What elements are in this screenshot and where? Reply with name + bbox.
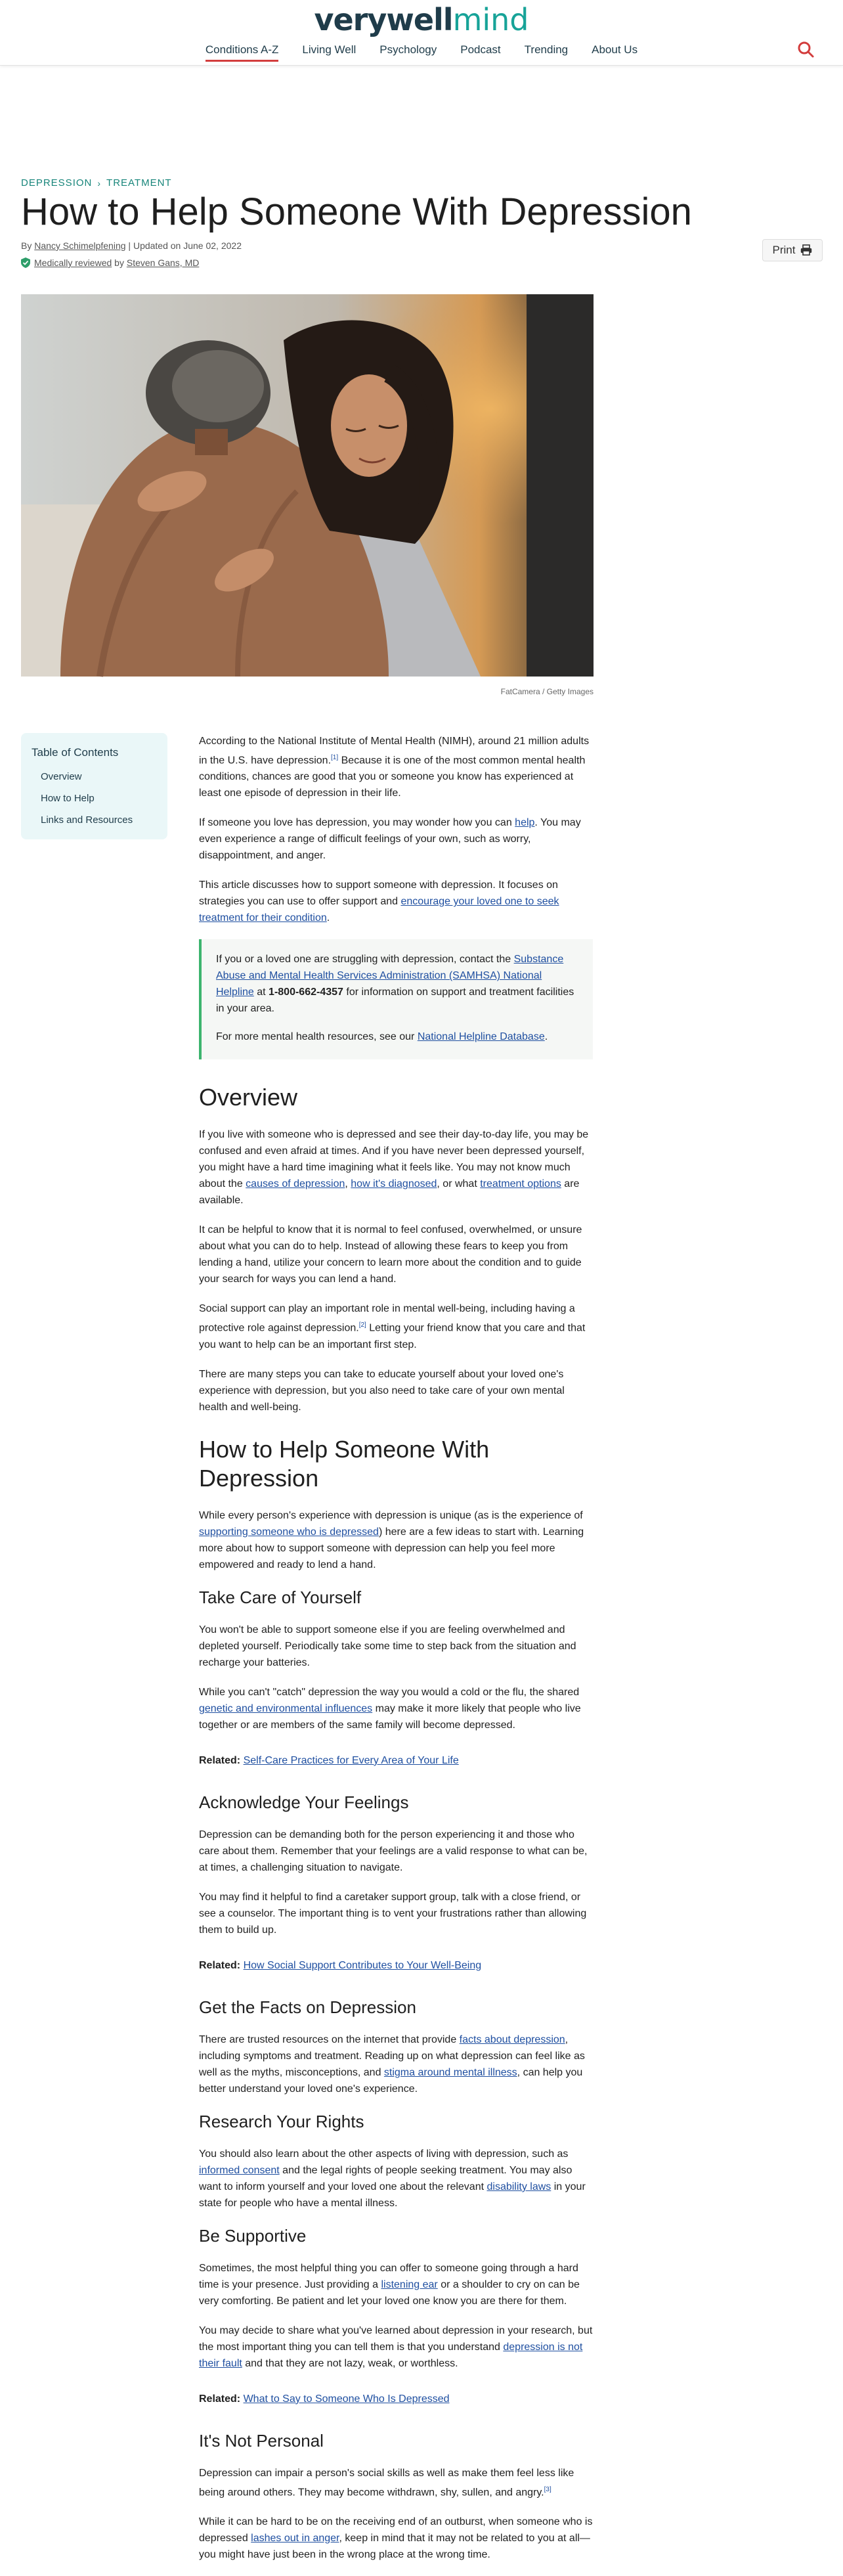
printer-icon <box>800 245 812 255</box>
article-body <box>199 733 593 2576</box>
facts-link[interactable]: facts about depression <box>459 2033 565 2045</box>
care-paragraph-2: While you can't "catch" depression the way you would a cold or the flu, the shared genetic and environmental influences may make it more likely that people who live together or are members of the same family will become depressed. <box>199 1686 581 1731</box>
photo-credit: FatCamera / Getty Images <box>500 687 594 696</box>
heading-rights: Research Your Rights <box>199 2111 364 2131</box>
diagnosed-link[interactable]: how it's diagnosed <box>351 1178 437 1190</box>
helpline-phone: 1-800-662-4357 <box>269 987 343 998</box>
reviewed-by: by <box>114 257 124 268</box>
nav-living-well[interactable]: Living Well <box>302 43 357 56</box>
print-button[interactable] <box>762 239 823 261</box>
facts-paragraph: There are trusted resources on the internet that provide facts about depression, including symptoms and treatment. Reading up on what depression can feel like as well as the myths, misconceptions, and stigma around mental illness, can help you better understand your loved one's experience. <box>199 2033 585 2095</box>
overview-paragraph-4: There are many steps you can take to educate yourself about your loved one's experience with depression, but you also need to take care of your own mental health and well-being. <box>199 1368 565 1413</box>
nav-podcast[interactable]: Podcast <box>460 43 501 56</box>
table-of-contents <box>21 733 167 839</box>
heading-overview: Overview <box>199 1084 298 1111</box>
page-title: How to Help Someone With Depression <box>21 190 692 233</box>
listening-ear-link[interactable]: listening ear <box>381 2278 438 2290</box>
ack-paragraph-1: Depression can be demanding both for the person experiencing it and those who care about them. Remember that your feelings are a valid response to what can be, at times, a challenging situation to navigate. <box>199 1829 588 1873</box>
intro-paragraph-2: If someone you love has depression, you may wonder how you can help. You may even experience a range of difficult feelings of your own, such as worry, disappointment, and anger. <box>199 817 581 862</box>
reviewer-link[interactable]: Steven Gans, MD <box>126 257 200 268</box>
not-their-fault-link[interactable]: depression is not their fault <box>199 2341 583 2369</box>
chevron-right-icon: › <box>97 177 102 189</box>
related-social-support-link[interactable]: How Social Support Contributes to Your Well-Being <box>243 1959 482 1971</box>
heading-supportive: Be Supportive <box>199 2225 307 2246</box>
print-label: Print <box>772 244 796 256</box>
overview-paragraph-2: It can be helpful to know that it is normal to feel confused, overwhelmed, or unsure about what you can do to help. Instead of allowing these fears to keep you from lending a hand, utilize your concern to learn more about the condition and to guide your search for ways you can lend a hand. <box>199 1224 582 1285</box>
intro-paragraph-1: According to the National Institute of Mental Health (NIMH), around 21 million adults in the U.S. have depression.[1] Because it is one of the most common mental health conditions, chances are good that you or someone you know has experienced at least one episode of depression in their life. <box>199 736 590 799</box>
genetic-influences-link[interactable]: genetic and environmental influences <box>199 1702 373 1714</box>
related-link-1: Related: Self-Care Practices for Every Area of Your Life <box>199 1754 459 1766</box>
nav-about-us[interactable]: About Us <box>592 43 638 56</box>
supporting-someone-link[interactable]: supporting someone who is depressed <box>199 1526 379 1538</box>
disability-laws-link[interactable]: disability laws <box>486 2181 551 2192</box>
heading-take-care: Take Care of Yourself <box>199 1587 362 1607</box>
related-self-care-link[interactable]: Self-Care Practices for Every Area of Your Life <box>243 1754 459 1766</box>
toc-title: Table of Contents <box>32 746 119 759</box>
logo-sub: mind <box>452 2 529 37</box>
lashes-out-link[interactable]: lashes out in anger <box>251 2532 339 2544</box>
citation-link[interactable]: [3] <box>544 2485 551 2493</box>
ack-paragraph-2: You may find it helpful to find a caretaker support group, talk with a close friend, or see a counselor. The important thing is to vent your frustrations rather than allowing them to build up. <box>199 1891 587 1936</box>
informed-consent-link[interactable]: informed consent <box>199 2164 280 2176</box>
shield-check-icon <box>21 257 30 268</box>
causes-link[interactable]: causes of depression <box>246 1178 345 1190</box>
site-logo[interactable] <box>0 1 843 38</box>
how-paragraph-1: While every person's experience with depression is unique (as is the experience of supporting someone who is depressed) here are a few ideas to start with. Learning more about how to support someone with depression can help you feel more empowered and ready to lend a hand. <box>199 1509 584 1570</box>
helpline-database-link[interactable]: National Helpline Database <box>417 1031 545 1043</box>
main-nav <box>0 42 843 58</box>
heading-not-personal: It's Not Personal <box>199 2430 324 2451</box>
breadcrumb <box>21 177 172 189</box>
author-link[interactable]: Nancy Schimelpfening <box>34 240 126 251</box>
helpline-callout <box>199 939 593 1059</box>
supportive-paragraph-1: Sometimes, the most helpful thing you can offer to someone going through a hard time is your presence. Just providing a listening ear or a shoulder to cry on can be very comforting. Be patient and let your loved one know you are there for them. <box>199 2262 580 2307</box>
rights-paragraph: You should also learn about the other aspects of living with depression, such as informed consent and the legal rights of people seeking treatment. You may also want to inform yourself and your loved one about the relevant disability laws in your state for people who have a mental illness. <box>199 2148 586 2209</box>
nav-trending[interactable]: Trending <box>524 43 569 56</box>
citation-link[interactable]: [1] <box>331 754 339 761</box>
byline-prefix: By <box>21 240 32 251</box>
heading-facts: Get the Facts on Depression <box>199 1997 416 2017</box>
related-link-2: Related: How Social Support Contributes to Your Well-Being <box>199 1959 482 1971</box>
care-paragraph-1: You won't be able to support someone else if you are feeling overwhelmed and depleted yourself. Periodically take some time to step back from the situation and recharge your batteries. <box>199 1624 576 1668</box>
reviewed-link[interactable]: Medically reviewed <box>34 257 112 268</box>
logo-brand: verywell <box>314 2 453 37</box>
byline <box>21 240 242 251</box>
heading-how-to-help: How to Help Someone With Depression <box>199 1435 490 1492</box>
supportive-paragraph-2: You may decide to share what you've learned about depression in your research, but the most important thing you can tell them is that you understand depression is not their fault and that they are not lazy, weak, or worthless. <box>199 2324 593 2369</box>
byline-divider: | <box>128 240 133 251</box>
breadcrumb-treatment[interactable]: TREATMENT <box>106 177 172 189</box>
citation-link[interactable]: [2] <box>358 1321 366 1329</box>
toc-item-links-resources[interactable]: Links and Resources <box>41 814 133 826</box>
toc-item-overview[interactable]: Overview <box>41 771 82 782</box>
medical-review <box>21 257 199 268</box>
site-header <box>0 0 843 66</box>
personal-paragraph-1: Depression can impair a person's social skills as well as make them feel less like being around others. They may become withdrawn, shy, sullen, and angry.[3] <box>199 2467 574 2498</box>
samhsa-link[interactable]: Substance Abuse and Mental Health Services Administration (SAMHSA) National Helpline <box>216 954 564 998</box>
hero-image <box>21 294 594 677</box>
updated-date: Updated on June 02, 2022 <box>133 240 242 251</box>
callout-paragraph-1: If you or a loved one are struggling with depression, contact the Substance Abuse and Mental Health Services Administration (SAMHSA) National Helpline at 1-800-662-4357 for information on support and treatment facilities in your area. <box>216 954 574 1015</box>
intro-paragraph-3: This article discusses how to support someone with depression. It focuses on strategies you can use to offer support and encourage your loved one to seek treatment for their condition. <box>199 879 559 924</box>
overview-paragraph-3: Social support can play an important role in mental well-being, including having a protective role against depression.[2] Letting your friend know that you care and that you want to help can be an important first step. <box>199 1303 586 1350</box>
related-link-3: Related: What to Say to Someone Who Is Depressed <box>199 2393 450 2405</box>
nav-psychology[interactable]: Psychology <box>379 43 437 56</box>
encourage-treatment-link[interactable]: encourage your loved one to seek treatment for their condition <box>199 896 559 924</box>
help-link[interactable]: help <box>515 817 535 829</box>
search-icon[interactable] <box>797 41 814 58</box>
breadcrumb-depression[interactable]: DEPRESSION <box>21 177 93 189</box>
overview-paragraph-1: If you live with someone who is depressed and see their day-to-day life, you may be confused and even afraid at times. And if you have never been depressed yourself, you might have a hard time imagining what it feels like. You may not know much about the causes of depression, how it's diagnosed, or what treatment options are available. <box>199 1129 589 1207</box>
callout-paragraph-2: For more mental health resources, see our National Helpline Database. <box>216 1031 548 1043</box>
treatment-options-link[interactable]: treatment options <box>480 1178 561 1190</box>
toc-item-how-to-help[interactable]: How to Help <box>41 793 95 804</box>
stigma-link[interactable]: stigma around mental illness <box>383 2066 517 2078</box>
heading-acknowledge: Acknowledge Your Feelings <box>199 1792 409 1812</box>
personal-paragraph-2: While it can be hard to be on the receiving end of an outburst, when someone who is depressed lashes out in anger, keep in mind that it may not be related to you at all—you might have just been in the wrong place at the wrong time. <box>199 2516 593 2560</box>
related-what-to-say-link[interactable]: What to Say to Someone Who Is Depressed <box>243 2393 450 2405</box>
nav-conditions[interactable]: Conditions A-Z <box>194 42 291 58</box>
